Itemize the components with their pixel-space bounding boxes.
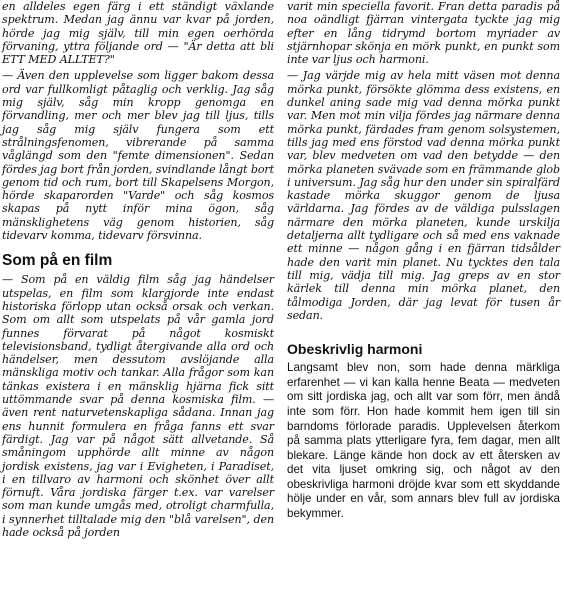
paragraph-light: — Även den upplevelse som ligger bakom dessa ord var fullkomligt påtaglig och verklig. Jag såg mig själv, såg min kropp genomga en förvandling, mer och mer blev jag till ljus, tills jag såg mig själv fungera som ett strålningsfenomen, vibrerande på samma våglängd som den "femte dimensionen". Sedan fördes jag bort från jorden, svindlande långt bort genom tid och rum, bort till Skapelsens Morgon, hörde skaparorden "Varde" och såg kosmos skapas på nytt inför mina ögon, såg mänsklighetens väg genom historien, såg tidevarv komma, tidevarv försvinna. xyxy=(2,69,274,243)
paragraph-dark-point: — Jag värjde mig av hela mitt väsen mot denna mörka punkt, försökte glömma dess existens, en dunkel aning sade mig vad denna mörka punkt var. Men mot min vilja fördes jag närmare denna mörka punkt, färdades fram genom solsystemen, tills jag med ens förstod vad denna mörka punkt var, blev medveten om vad den betydde — den mörka planeten svävade som en främmande glob i universum. Jag såg hur den under sin spiralfärd kastade mörka skuggor genom de ljusa världarna. Jag fördes av de väldiga pulsslagen närmare den mörka planeten, kunde urskilja detaljerna allt tydligare och så med ens vaknade ett minne — någon gång i en fjärran tidsålder hade den varit min planet. Nu tycktes den tala till mig, vädja till mig. Jag greps av en stor kärlek till denna min mörka planet, den tålmodiga Jorden, där jag levat för tusen år sedan. xyxy=(287,69,560,322)
paragraph-harmoni: Langsamt blev non, som hade denna märkliga erfarenhet — vi kan kalla henne Beata — medveten om sitt jordiska jag, och allt var som förr, men ändå inte som förr. Hon hade kommit hem igen till sin barndoms förlorade paradis. Upplevelsen återkom på samma plats ytterligare fyra, fem dagar, men allt blekare. Länge kände hon dock av ett återsken av det vita ljuset omkring sig, och något av den obeskrivliga harmoni dröjde kvar som ett skyddande hölje under en vår, som annars blev full av jordiska bekymmer. xyxy=(287,361,560,521)
paragraph-continued: varit min speciella favorit. Fran detta paradis på noa oändligt fjärran vintergata tyckte jag mig efter en lång tidrymd bortom myriader av stjärnhopar skönja en mörk punkt, en punkt som inte var ljus och harmoni. xyxy=(287,0,560,67)
section-heading-som-pa-en-film: Som på en film xyxy=(2,252,113,270)
article-column-left xyxy=(2,0,274,539)
paragraph-film: — Som på en väldig film såg jag händelser utspelas, en film som klargjorde inte endast historiska förlopp utan också orsak och verkan. Som om allt som utspelats på vår gamla jord funnes förvarat på något kosmiskt televisionsband, tydligt återgivande alla ord och händelser, men dessutom avslöjande alla mänskliga motiv och tankar. Alla frågor som kan tänkas existera i en mänsklig hjärna fick sitt uttömmande svar på denna kosmiska film. — även rent naturvetenskapliga sådana. Innan jag ens hunnit formulera en fråga fanns ett svar färdigt. Jag var på något sätt allvetande. Så småningom upphörde allt minne av någon jordisk existens, jag var i Evigheten, i Paradiset, i en tillvaro av harmoni och skönhet över allt förnuft. Våra jordiska färger t.ex. var varelser som man kunde umgås med, otroligt charmfulla, i synnerhet tilltalade mig den "blå varelsen", den hade också på jorden xyxy=(2,273,274,539)
intro-paragraph: en alldeles egen färg i ett ständigt växlande spektrum. Medan jag ännu var kvar på jorden, hörde jag mig själv, till min egen oerhörda förvaning, yttra följande ord — "Är detta att bli ETT MED ALLTET?" xyxy=(2,0,274,67)
section-heading-obeskrivlig-harmoni: Obeskrivlig harmoni xyxy=(287,341,423,358)
article-column-right xyxy=(287,0,560,522)
